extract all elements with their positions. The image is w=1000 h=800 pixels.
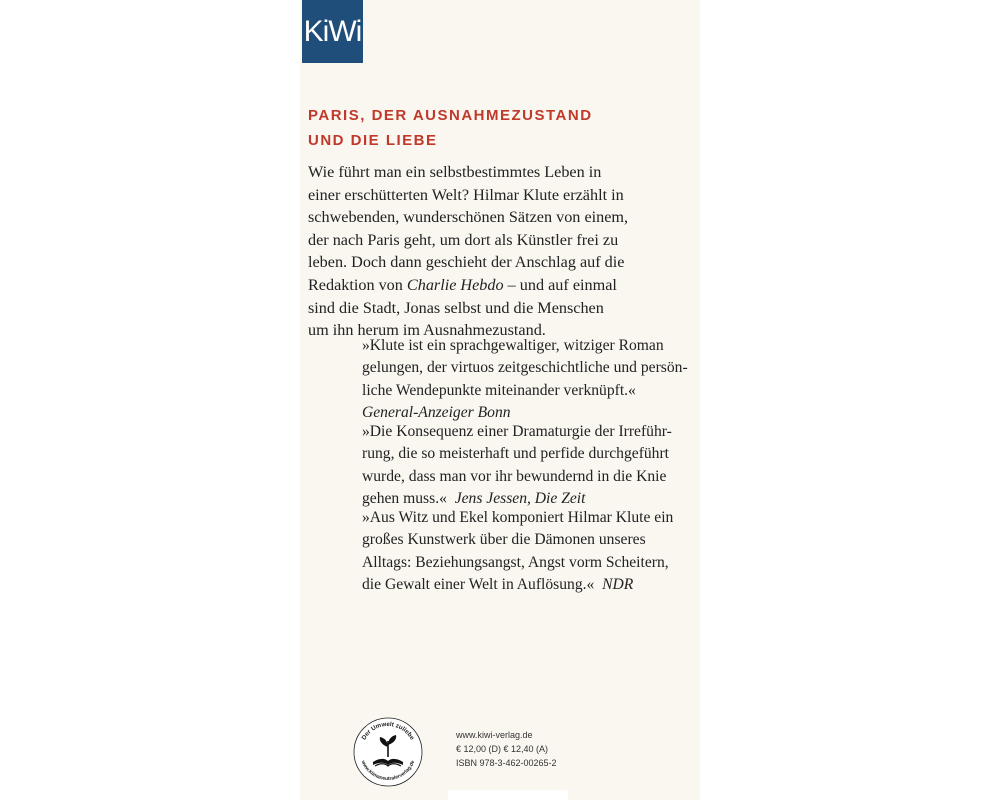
review-quote [362, 335, 692, 424]
headline-line: UND DIE LIEBE [308, 132, 438, 149]
quote-source: Jens Jessen, Die Zeit [454, 489, 586, 507]
price: € 12,00 (D) € 12,40 (A) [456, 744, 549, 754]
quote-line: großes Kunstwerk über die Dämonen unseres [362, 531, 646, 549]
blurb-line: um ihn herum im Ausnahmezustand. [308, 321, 546, 340]
headline-line: PARIS, DER AUSNAHMEZUSTAND [308, 107, 593, 124]
seal-bottom-text: www.klimaneutralerverlag.de [359, 759, 417, 783]
blurb-line: sind die Stadt, Jonas selbst und die Menschen [308, 298, 604, 317]
quote-line: wurde, dass man vor ihr bewundernd in die Knie [362, 467, 667, 485]
quote-line: »Aus Witz und Ekel komponiert Hilmar Klute ein [362, 509, 674, 526]
blurb-line: Wie führt man ein selbstbestimmtes Leben in [308, 163, 602, 181]
book-back-cover [300, 0, 700, 800]
climate-neutral-seal [353, 717, 423, 787]
quote-line: gelungen, der virtuos zeitgeschichtliche und persön- [362, 359, 688, 377]
magazine-title: Charlie Hebdo [406, 275, 504, 294]
quote-line: rung, die so meisterhaft und perfide durchgeführt [362, 445, 670, 463]
publisher-info [456, 728, 557, 770]
blurb-line: schwebenden, wunderschönen Sätzen von einem, [308, 208, 629, 227]
seal-top-text: Der Umwelt zuliebe [360, 720, 416, 742]
quote-line: »Klute ist ein sprachgewaltiger, witziger Roman [362, 337, 664, 354]
blurb-line: leben. Doch dann geschieht der Anschlag auf die [308, 253, 625, 272]
barcode-area [448, 790, 568, 800]
review-quote [362, 421, 692, 510]
quote-line: die Gewalt einer Welt in Auflösung.« NDR [362, 575, 634, 593]
isbn: ISBN 978-3-462-00265-2 [456, 758, 557, 768]
quote-line: liche Wendepunkte miteinander verknüpft.« [362, 381, 636, 399]
blurb-line: einer erschütterten Welt? Hilmar Klute erzählt in [308, 185, 624, 204]
blurb-text [308, 161, 688, 342]
headline [308, 103, 688, 153]
blurb-line: der nach Paris geht, um dort als Künstler frei zu [308, 230, 619, 249]
quote-source: General-Anzeiger Bonn [362, 403, 511, 421]
quote-source: NDR [602, 575, 634, 593]
quote-line: Alltags: Beziehungsangst, Angst vorm Scheitern, [362, 553, 669, 571]
quote-line: gehen muss.« Jens Jessen, Die Zeit [362, 489, 586, 507]
publisher-logo: KiWi [302, 0, 363, 63]
blurb-line: Redaktion von Charlie Hebdo – und auf einmal [308, 275, 617, 294]
review-quote [362, 507, 692, 596]
publisher-website: www.kiwi-verlag.de [456, 730, 533, 740]
quote-line: »Die Konsequenz einer Dramaturgie der Irreführ- [362, 423, 672, 440]
